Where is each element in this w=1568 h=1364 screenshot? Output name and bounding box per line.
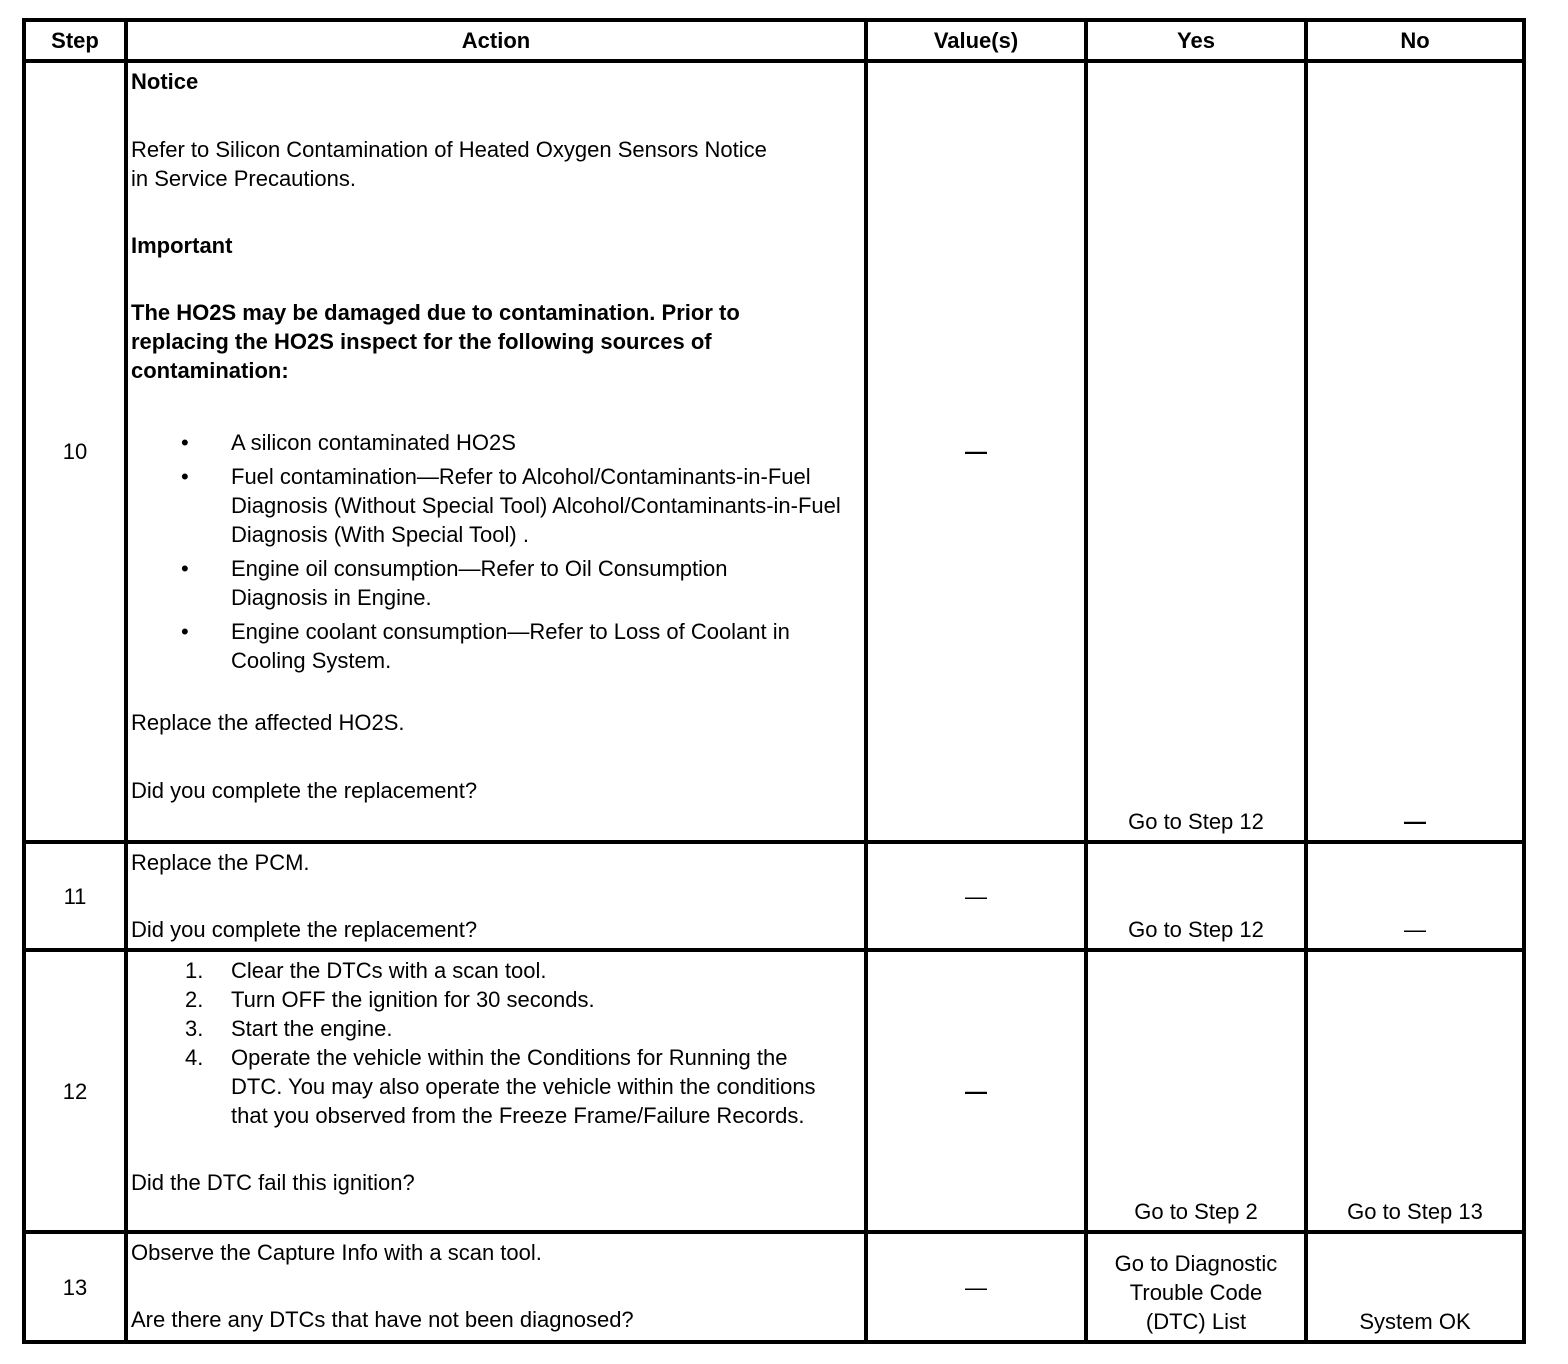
notice-title: Notice xyxy=(131,69,199,94)
value-cell: — xyxy=(868,63,1084,840)
list-item: • Engine coolant consumption—Refer to Loss of Coolant in Cooling System. xyxy=(181,619,790,673)
step-number: 11 xyxy=(26,844,124,948)
question-text: Did you complete the replacement? xyxy=(131,778,478,803)
no-cell: Go to Step 13 xyxy=(1308,952,1522,1230)
value-cell: — xyxy=(868,1234,1084,1340)
instruction-text: Replace the PCM. xyxy=(131,850,310,875)
header-action: Action xyxy=(128,22,864,59)
bullet-icon: • xyxy=(181,619,189,644)
header-step: Step xyxy=(26,22,124,59)
no-cell: System OK xyxy=(1308,1234,1522,1340)
question-text: Are there any DTCs that have not been diagnosed? xyxy=(131,1307,634,1332)
yes-cell: Go to Step 2 xyxy=(1088,952,1304,1230)
question-text: Did you complete the replacement? xyxy=(131,917,478,942)
important-text: The HO2S may be damaged due to contamination. Prior to replacing the HO2S inspect for the following sources of contamination: xyxy=(131,300,740,383)
bullet-icon: • xyxy=(181,464,189,489)
list-item: 1. Clear the DTCs with a scan tool. xyxy=(185,958,547,983)
header-no: No xyxy=(1308,22,1522,59)
action-cell xyxy=(128,63,864,840)
header-values: Value(s) xyxy=(868,22,1084,59)
list-item: 4. Operate the vehicle within the Conditions for Running the DTC. You may also operate the vehicle within the conditions that you observed from the Freeze Frame/Failure Records. xyxy=(185,1045,816,1128)
no-cell: — xyxy=(1308,844,1522,948)
bullet-icon: • xyxy=(181,556,189,581)
step-number: 12 xyxy=(26,952,124,1230)
important-title: Important xyxy=(131,233,233,258)
step-number: 13 xyxy=(26,1234,124,1340)
question-text: Did the DTC fail this ignition? xyxy=(131,1170,415,1195)
action-cell xyxy=(128,952,864,1230)
list-item: 2. Turn OFF the ignition for 30 seconds. xyxy=(185,987,595,1012)
action-cell xyxy=(128,1234,864,1340)
list-item: • Engine oil consumption—Refer to Oil Consumption Diagnosis in Engine. xyxy=(181,556,728,610)
diagnostic-table xyxy=(22,18,1526,1344)
instruction-text: Observe the Capture Info with a scan tool. xyxy=(131,1240,542,1265)
yes-cell: Go to Step 12 xyxy=(1088,63,1304,840)
contamination-list xyxy=(131,428,858,675)
instruction-text: Replace the affected HO2S. xyxy=(131,710,405,735)
yes-cell: Go to Step 12 xyxy=(1088,844,1304,948)
list-item: • Fuel contamination—Refer to Alcohol/Contaminants-in-Fuel Diagnosis (Without Special Tool) Alcohol/Contaminants-in-Fuel Diagnosis (With Special Tool) . xyxy=(181,464,841,547)
step-number: 10 xyxy=(26,63,124,840)
notice-text: Refer to Silicon Contamination of Heated Oxygen Sensors Notice xyxy=(131,137,767,162)
procedure-list xyxy=(131,956,858,1130)
no-cell: — xyxy=(1308,63,1522,840)
header-yes: Yes xyxy=(1088,22,1304,59)
bullet-icon: • xyxy=(181,430,189,455)
yes-cell: Go to Diagnostic Trouble Code (DTC) List xyxy=(1088,1234,1304,1340)
notice-text: in Service Precautions. xyxy=(131,166,356,191)
list-item: • A silicon contaminated HO2S xyxy=(181,430,516,455)
action-cell xyxy=(128,844,864,948)
value-cell: — xyxy=(868,844,1084,948)
list-item: 3. Start the engine. xyxy=(185,1016,393,1041)
value-cell: — xyxy=(868,952,1084,1230)
